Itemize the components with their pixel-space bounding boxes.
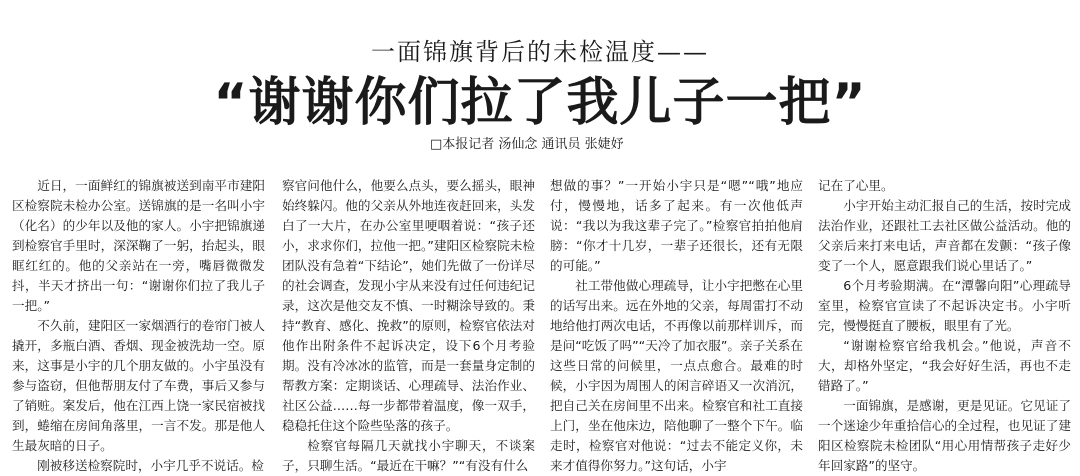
paragraph: 一面锦旗，是感谢，更是见证。它见证了一个迷途少年重拾信心的全过程，也见证了建阳区检察院未检团队“用心用情帮孩子走好少年回家路”的坚守。 xyxy=(818,398,1071,473)
paragraph: 社工带他做心理疏导，让小宇把憋在心里的话写出来。远在外地的父亲，每周雷打不动地给他打两次电话，不再像以前那样训斥，而是问“吃饭了吗”“天冷了加衣服”。亲子关系在这些日常的问候里，一点点愈合。最难的时候，小宇因为周围人的闲言碎语又一次消沉，把自己关在房间里不出来。检察官和社工直接上门，坐在他床边，陪他聊了一整个下午。临走时，检察官对他说：“过去不能定义你，未来才值得你努力。”这句话，小宇 xyxy=(550,278,803,473)
paragraph: 近日，一面鲜红的锦旗被送到南平市建阳区检察院未检办公室。送锦旗的是一名叫小宇（化名）的少年以及他的家人。小宇把锦旗递到检察官手里时，深深鞠了一躬，抬起头，眼眶红红的。他的父亲站在一旁，嘴唇微微发抖，半天才挤出一句：“谢谢你们拉了我儿子一把。” xyxy=(12,178,265,313)
paragraph: 检察官每隔几天就找小宇聊天，不谈案子，只聊生活。“最近在干嘛？”“有没有什么 xyxy=(282,438,535,473)
paragraph: 不久前，建阳区一家烟酒行的卷帘门被人撬开，多瓶白酒、香烟、现金被洗劫一空。原来，这事是小宇的几个朋友做的。小宇虽没有参与盗窃，但他帮朋友付了车费，事后又参与了销赃。案发后，他在江西上饶一家民宿被找到，蜷缩在房间角落里，一言不发。那是他人生最灰暗的日子。 xyxy=(12,318,265,453)
paragraph: 刚被移送检察院时，小宇几乎不说话。检 xyxy=(37,458,264,473)
article-column-3 xyxy=(550,176,803,473)
article-column-2 xyxy=(282,176,535,473)
paragraph: 小宇开始主动汇报自己的生活，按时完成法治作业，还跟社工去社区做公益活动。他的父亲后来打来电话，声音都在发颤：“孩子像变了一个人，愿意跟我们说心里话了。” xyxy=(818,198,1071,273)
article-column-4 xyxy=(818,176,1071,473)
paragraph: 记在了心里。 xyxy=(818,178,894,193)
article-column-1 xyxy=(12,176,265,473)
paragraph: 6个月考验期满。在“潭馨向阳”心理疏导室里，检察官宣读了不起诉决定书。小宇听完，慢慢挺直了腰板，眼里有了光。 xyxy=(818,278,1071,333)
paragraph: “谢谢检察官给我机会。”他说，声音不大，却格外坚定，“我会好好生活，再也不走错路了。” xyxy=(818,338,1071,393)
article-kicker: 一面锦旗背后的未检温度—— xyxy=(371,38,709,66)
article-body xyxy=(0,168,1080,473)
article-headline: “谢谢你们拉了我儿子一把” xyxy=(213,73,867,133)
paragraph: 想做的事？”一开始小宇只是“嗯”“哦”地应付，慢慢地，话多了起来。有一次他低声说：“我以为我这辈子完了。”检察官拍拍他肩膀：“你才十几岁，一辈子还很长，还有无限的可能。” xyxy=(550,178,803,273)
paragraph: 察官问他什么，他要么点头，要么摇头，眼神始终躲闪。他的父亲从外地连夜赶回来，头发白了一大片，在办公室里哽咽着说：“孩子还小，求求你们，拉他一把。”建阳区检察院未检团队没有急着“下结论”，她们先做了一份详尽的社会调查，发现小宇从来没有过任何违纪记录，这次是他交友不慎、一时糊涂导致的。秉持“教育、感化、挽救”的原则，检察官依法对他作出附条件不起诉决定，设下6个月考验期。没有冷冰冰的监管，而是一套量身定制的帮教方案：定期谈话、心理疏导、法治作业、社区公益……每一步都带着温度，像一双手，稳稳托住这个险些坠落的孩子。 xyxy=(282,178,535,433)
article-byline: □本报记者 汤仙念 通讯员 张婕妤 xyxy=(430,137,624,152)
